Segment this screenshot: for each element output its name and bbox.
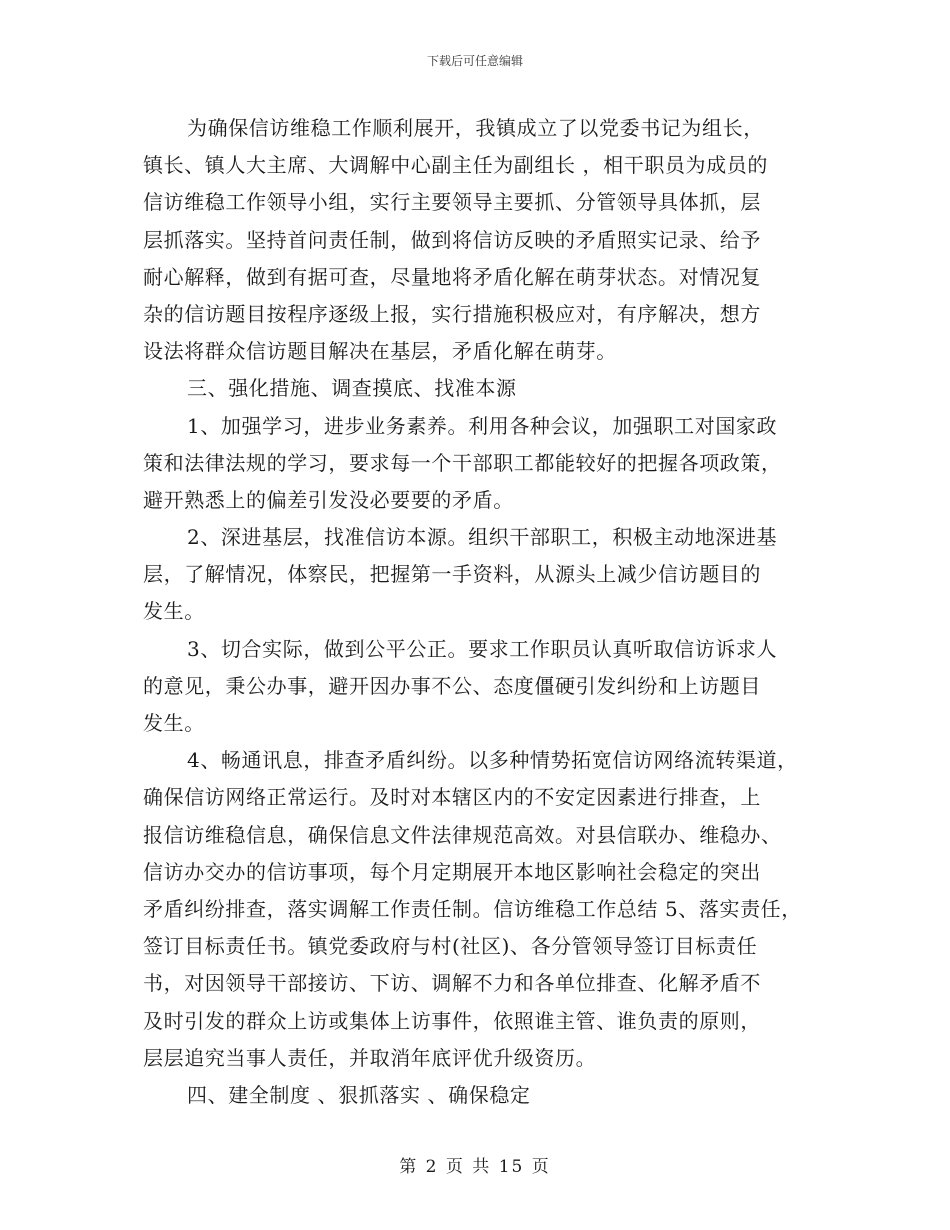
text-line: 为确保信访维稳工作顺利展开，我镇成立了以党委书记为组长， [187,116,764,140]
text-line: 确保信访网络正常运行。及时对本辖区内的不安定因素进行排查，上 [143,785,761,810]
page-header: 下载后可任意编辑 [426,54,523,68]
text-line: 报信访维稳信息，确保信息文件法律规范高效。对县信联办、维稳办、 [143,822,782,847]
text-line: 发生。 [143,711,205,735]
text-line: 避开熟悉上的偏差引发没必要要的矛盾。 [143,487,514,512]
text-line: 矛盾纠纷排查，落实调解工作责任制。信访维稳工作总结 5、落实责任， [143,896,802,921]
text-line: 耐心解释，做到有据可查，尽量地将矛盾化解在萌芽状态。对情况复 [143,264,761,289]
document-body [143,110,823,1114]
text-line: 2、深进基层，找准信访本源。组织干部职工，积极主动地深进基 [187,525,778,550]
text-line: 策和法律法规的学习，要求每一个干部职工都能较好的把握各项政策， [143,450,782,475]
text-line: 层，了解情况，体察民，把握第一手资料，从源头上减少信访题目的 [143,562,761,587]
text-line: 镇长、镇人大主席、大调解中心副主任为副组长 ，相干职员为成员的 [143,153,768,178]
page-number-footer: 第 2 页 共 15 页 [399,1157,551,1177]
text-line: 信访办交办的信访事项，每个月定期展开本地区影响社会稳定的突出 [143,859,761,884]
text-line: 层层追究当事人责任，并取消年底评优升级资历。 [143,1045,597,1070]
text-line: 及时引发的群众上访或集体上访事件，依照谁主管、谁负责的原则， [143,1008,761,1033]
text-line: 书，对因领导干部接访、下访、调解不力和各单位排查、化解矛盾不 [143,971,761,996]
text-line: 层抓落实。坚持首问责任制，做到将信访反映的矛盾照实记录、给予 [143,227,761,252]
text-line: 4、畅通讯息，排查矛盾纠纷。以多种情势拓宽信访网络流转渠道， [187,748,798,773]
text-line: 的意见，秉公办事，避开因办事不公、态度僵硬引发纠纷和上访题目 [143,673,761,698]
text-line: 1、加强学习，进步业务素养。利用各种会议，加强职工对国家政 [187,413,778,438]
text-line: 信访维稳工作领导小组，实行主要领导主要抓、分管领导具体抓，层 [143,190,761,215]
text-line: 3、切合实际，做到公平公正。要求工作职员认真听取信访诉求人 [187,636,778,661]
text-line: 签订目标责任书。镇党委政府与村(社区)、各分管领导签订目标责任 [143,934,758,959]
text-line: 杂的信访题目按程序逐级上报，实行措施积极应对，有序解决，想方 [143,301,761,326]
text-line: 设法将群众信访题目解决在基层，矛盾化解在萌芽。 [143,339,617,364]
section-heading: 三、强化措施、调查摸底、找准本源 [187,376,517,401]
section-heading: 四、建全制度 、狠抓落实 、确保稳定 [187,1082,531,1107]
text-line: 发生。 [143,599,205,624]
